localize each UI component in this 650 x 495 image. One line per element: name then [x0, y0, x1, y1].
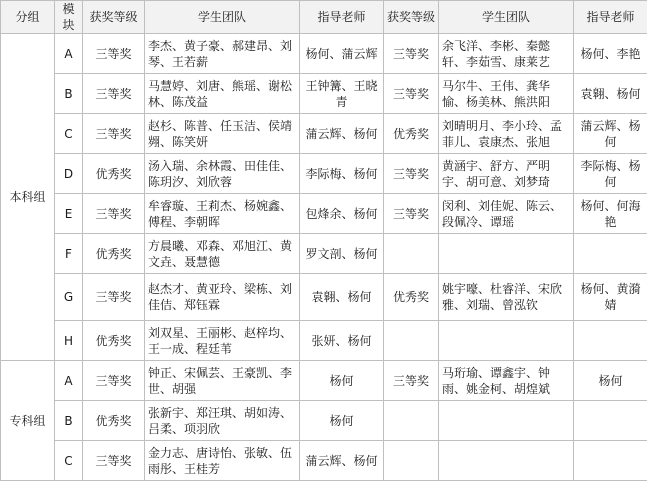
teacher-cell[interactable]: 杨何、黄漪婧 [574, 274, 648, 321]
grade-cell[interactable] [384, 321, 439, 361]
grade-cell[interactable]: 三等奖 [384, 194, 439, 234]
grade-cell[interactable]: 优秀奖 [83, 401, 145, 441]
team-cell[interactable]: 钟正、宋佩芸、王豪凯、李世、胡强 [145, 361, 300, 401]
team-cell[interactable]: 李杰、黄子豪、郝建昂、刘琴、王若薪 [145, 34, 300, 74]
team-cell[interactable]: 汤入瑞、余林霞、田佳佳、陈玥汐、刘欣蓉 [145, 154, 300, 194]
team-cell[interactable]: 余飞洋、李彬、秦懿轩、李茹雪、康莱艺 [439, 34, 574, 74]
grade-cell[interactable]: 优秀奖 [83, 154, 145, 194]
group-cell-undergrad[interactable]: 本科组 [1, 34, 55, 361]
teacher-cell[interactable]: 杨何 [300, 401, 384, 441]
teacher-cell[interactable]: 杨何、蒲云辉 [300, 34, 384, 74]
team-cell[interactable]: 刘双星、王丽彬、赵梓均、王一成、程廷苇 [145, 321, 300, 361]
header-award-grade-1[interactable]: 获奖等级 [83, 1, 145, 34]
team-cell[interactable]: 金力志、唐诗怡、张敏、伍雨彤、王桂芳 [145, 441, 300, 481]
teacher-cell[interactable] [574, 441, 648, 481]
module-cell[interactable]: C [55, 114, 83, 154]
module-cell[interactable]: H [55, 321, 83, 361]
header-student-team-1[interactable]: 学生团队 [145, 1, 300, 34]
teacher-cell[interactable]: 王钟篝、王晓青 [300, 74, 384, 114]
teacher-cell[interactable] [574, 401, 648, 441]
teacher-cell[interactable]: 蒲云辉、杨何 [574, 114, 648, 154]
module-cell[interactable]: A [55, 361, 83, 401]
team-cell[interactable] [439, 321, 574, 361]
grade-cell[interactable]: 三等奖 [83, 34, 145, 74]
team-cell[interactable]: 牟睿璇、王莉杰、杨婉鑫、傅程、李朝晖 [145, 194, 300, 234]
table-row [1, 194, 648, 234]
module-cell[interactable]: E [55, 194, 83, 234]
team-cell[interactable]: 张新宇、郑汪琪、胡如涛、吕柔、项羽欣 [145, 401, 300, 441]
team-cell[interactable]: 刘晴明月、李小玲、孟菲儿、袁康杰、张旭 [439, 114, 574, 154]
table-row [1, 321, 648, 361]
module-cell[interactable]: C [55, 441, 83, 481]
grade-cell[interactable]: 三等奖 [384, 154, 439, 194]
teacher-cell[interactable]: 罗文剖、杨何 [300, 234, 384, 274]
team-cell[interactable]: 黄涵宇、舒方、严明宇、胡可意、刘梦琦 [439, 154, 574, 194]
table-body [1, 34, 648, 481]
table-row [1, 74, 648, 114]
team-cell[interactable]: 马珩瑜、谭鑫宇、钟雨、姚金柯、胡煌斌 [439, 361, 574, 401]
grade-cell[interactable]: 优秀奖 [384, 274, 439, 321]
grade-cell[interactable]: 三等奖 [83, 194, 145, 234]
teacher-cell[interactable]: 杨何 [300, 361, 384, 401]
module-cell[interactable]: B [55, 74, 83, 114]
header-module[interactable]: 模块 [55, 1, 83, 34]
teacher-cell[interactable]: 李际梅、杨何 [300, 154, 384, 194]
table-row [1, 441, 648, 481]
team-cell[interactable] [439, 234, 574, 274]
table-row [1, 361, 648, 401]
team-cell[interactable]: 赵杰才、黄亚玲、梁栋、刘佳佶、郑钰霖 [145, 274, 300, 321]
header-advisor-1[interactable]: 指导老师 [300, 1, 384, 34]
header-award-grade-2[interactable]: 获奖等级 [384, 1, 439, 34]
table-row [1, 154, 648, 194]
table-row [1, 114, 648, 154]
teacher-cell[interactable]: 杨何、何海艳 [574, 194, 648, 234]
teacher-cell[interactable]: 袁翱、杨何 [300, 274, 384, 321]
header-row [1, 1, 648, 34]
teacher-cell[interactable]: 蒲云辉、杨何 [300, 114, 384, 154]
team-cell[interactable]: 马尔牛、王伟、龚华愉、杨美林、熊洪阳 [439, 74, 574, 114]
teacher-cell[interactable]: 袁翱、杨何 [574, 74, 648, 114]
grade-cell[interactable]: 优秀奖 [83, 321, 145, 361]
table-header [1, 1, 648, 34]
teacher-cell[interactable]: 包烽余、杨何 [300, 194, 384, 234]
module-cell[interactable]: F [55, 234, 83, 274]
grade-cell[interactable] [384, 234, 439, 274]
module-cell[interactable]: G [55, 274, 83, 321]
team-cell[interactable]: 姚宇嚎、杜睿洋、宋欣雅、刘瑞、曾泓钦 [439, 274, 574, 321]
table-row [1, 34, 648, 74]
group-cell-vocational[interactable]: 专科组 [1, 361, 55, 481]
table-row [1, 274, 648, 321]
grade-cell[interactable]: 三等奖 [384, 361, 439, 401]
teacher-cell[interactable]: 张妍、杨何 [300, 321, 384, 361]
module-cell[interactable]: B [55, 401, 83, 441]
grade-cell[interactable]: 三等奖 [83, 74, 145, 114]
team-cell[interactable] [439, 441, 574, 481]
grade-cell[interactable] [384, 401, 439, 441]
grade-cell[interactable]: 三等奖 [384, 34, 439, 74]
teacher-cell[interactable]: 李际梅、杨何 [574, 154, 648, 194]
header-advisor-2[interactable]: 指导老师 [574, 1, 648, 34]
module-cell[interactable]: D [55, 154, 83, 194]
team-cell[interactable]: 闵利、刘佳妮、陈云、段佩冷、谭瑶 [439, 194, 574, 234]
teacher-cell[interactable] [574, 234, 648, 274]
grade-cell[interactable] [384, 441, 439, 481]
grade-cell[interactable]: 三等奖 [83, 441, 145, 481]
grade-cell[interactable]: 三等奖 [83, 361, 145, 401]
team-cell[interactable]: 方晨曦、邓森、邓旭江、黄文垚、聂慧德 [145, 234, 300, 274]
header-group[interactable]: 分组 [1, 1, 55, 34]
team-cell[interactable] [439, 401, 574, 441]
module-cell[interactable]: A [55, 34, 83, 74]
grade-cell[interactable]: 三等奖 [384, 74, 439, 114]
teacher-cell[interactable]: 杨何 [574, 361, 648, 401]
table-row [1, 234, 648, 274]
grade-cell[interactable]: 优秀奖 [83, 234, 145, 274]
teacher-cell[interactable] [574, 321, 648, 361]
grade-cell[interactable]: 三等奖 [83, 274, 145, 321]
grade-cell[interactable]: 三等奖 [83, 114, 145, 154]
team-cell[interactable]: 赵杉、陈普、任玉洁、侯靖翙、陈笑妍 [145, 114, 300, 154]
teacher-cell[interactable]: 杨何、李艳 [574, 34, 648, 74]
teacher-cell[interactable]: 蒲云辉、杨何 [300, 441, 384, 481]
team-cell[interactable]: 马慧婷、刘唐、熊瑶、谢松林、陈茂益 [145, 74, 300, 114]
table-row [1, 401, 648, 441]
header-student-team-2[interactable]: 学生团队 [439, 1, 574, 34]
grade-cell[interactable]: 优秀奖 [384, 114, 439, 154]
